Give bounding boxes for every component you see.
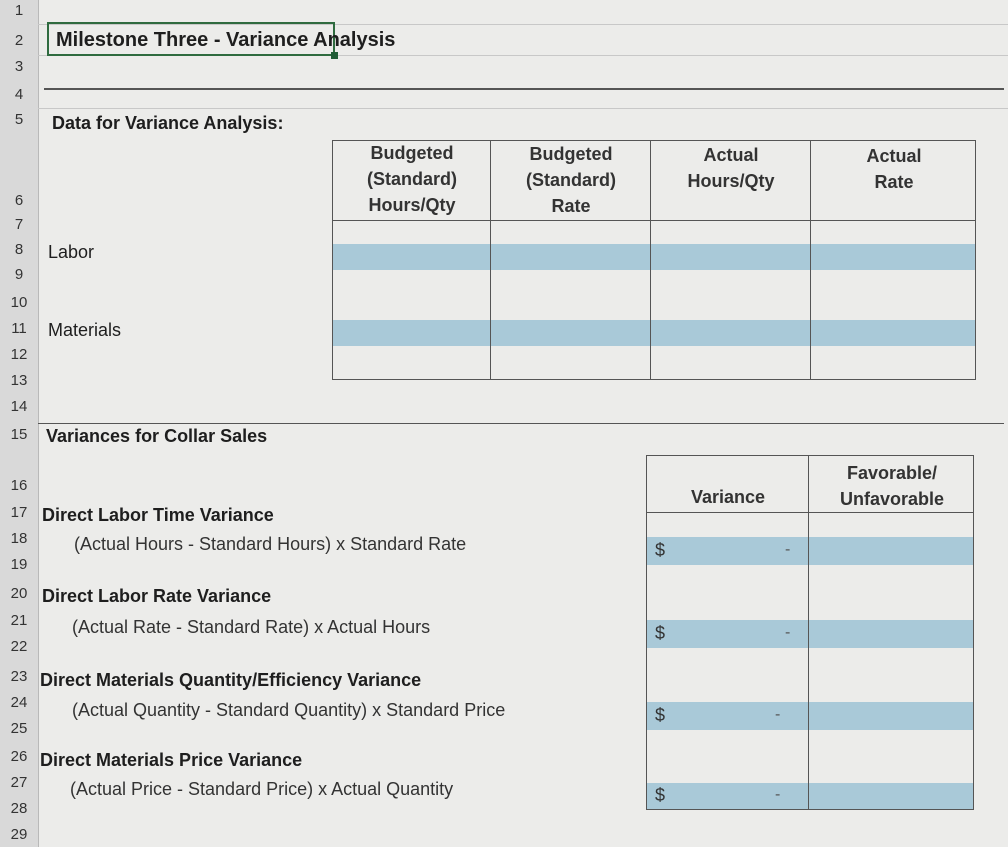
row-number[interactable]: 4 — [14, 86, 24, 103]
data-section-heading: Data for Variance Analysis: — [52, 113, 284, 133]
row-number[interactable]: 29 — [10, 826, 28, 843]
variance-currency: $ — [655, 785, 666, 805]
page-title: Milestone Three - Variance Analysis — [56, 29, 396, 51]
fill-handle[interactable] — [331, 52, 338, 59]
row-header-column — [0, 0, 39, 847]
row-label-materials: Materials — [48, 320, 122, 340]
row-number[interactable]: 1 — [14, 2, 24, 19]
row-number[interactable]: 6 — [14, 192, 24, 209]
row-number[interactable]: 28 — [10, 800, 28, 817]
variance-name: Direct Materials Price Variance — [40, 750, 303, 770]
row-number[interactable]: 25 — [10, 720, 28, 737]
row-number[interactable]: 7 — [14, 216, 24, 233]
variance-value[interactable]: - — [785, 541, 791, 558]
variance-formula: (Actual Quantity - Standard Quantity) x Standard Price — [72, 700, 506, 720]
row-label-labor: Labor — [48, 242, 95, 262]
row-number[interactable]: 20 — [10, 585, 28, 602]
row-number[interactable]: 26 — [10, 748, 28, 765]
row-number[interactable]: 16 — [10, 477, 28, 494]
materials-row-band — [333, 320, 975, 346]
row-number[interactable]: 8 — [14, 241, 24, 258]
variance-band — [647, 537, 973, 565]
row-number[interactable]: 18 — [10, 530, 28, 547]
variance-currency: $ — [655, 623, 666, 643]
variance-value[interactable]: - — [775, 706, 781, 723]
row-number[interactable]: 10 — [10, 294, 28, 311]
row-number[interactable]: 13 — [10, 372, 28, 389]
col-header-actual-rate: Actual Rate — [866, 146, 922, 192]
variance-formula: (Actual Hours - Standard Hours) x Standard Rate — [74, 534, 467, 554]
row-number[interactable]: 5 — [14, 111, 24, 128]
row-number[interactable]: 21 — [10, 612, 28, 629]
variance-band — [647, 620, 973, 648]
variance-band — [647, 783, 973, 809]
row-number[interactable]: 9 — [14, 266, 24, 283]
variance-formula: (Actual Price - Standard Price) x Actual Quantity — [70, 779, 454, 799]
row-number[interactable]: 19 — [10, 556, 28, 573]
variance-section-heading: Variances for Collar Sales — [46, 426, 268, 446]
title-underline — [44, 88, 1004, 90]
row-number[interactable]: 11 — [11, 320, 27, 337]
variance-formula: (Actual Rate - Standard Rate) x Actual Hours — [72, 617, 431, 637]
variance-currency: $ — [655, 540, 666, 560]
row-number[interactable]: 14 — [10, 398, 28, 415]
row-number[interactable]: 24 — [10, 694, 28, 711]
section-divider — [38, 423, 1004, 424]
variance-band — [647, 702, 973, 730]
col-header-budgeted-hours: Budgeted (Standard) Hours/Qty — [367, 143, 457, 215]
variance-currency: $ — [655, 705, 666, 725]
variance-value[interactable]: - — [775, 786, 781, 803]
row-number[interactable]: 23 — [10, 668, 28, 685]
variance-name: Direct Materials Quantity/Efficiency Variance — [40, 670, 422, 690]
variance-name: Direct Labor Rate Variance — [42, 586, 272, 606]
col-header-variance: Variance — [690, 487, 766, 507]
row-number[interactable]: 12 — [10, 346, 28, 363]
col-header-budgeted-rate: Budgeted (Standard) Rate — [526, 144, 616, 216]
row-number[interactable]: 15 — [10, 426, 28, 443]
row-number[interactable]: 27 — [10, 774, 28, 791]
variance-value[interactable]: - — [785, 624, 791, 641]
row-number[interactable]: 17 — [10, 504, 28, 521]
row-number[interactable]: 2 — [14, 32, 24, 49]
labor-row-band — [333, 244, 975, 270]
col-header-actual-hours: Actual Hours/Qty — [687, 145, 775, 191]
col-header-favorable-unfavorable: Favorable/ Unfavorable — [839, 463, 945, 509]
variance-name: Direct Labor Time Variance — [42, 505, 274, 525]
row-number[interactable]: 3 — [14, 58, 24, 75]
row-number[interactable]: 22 — [10, 638, 28, 655]
